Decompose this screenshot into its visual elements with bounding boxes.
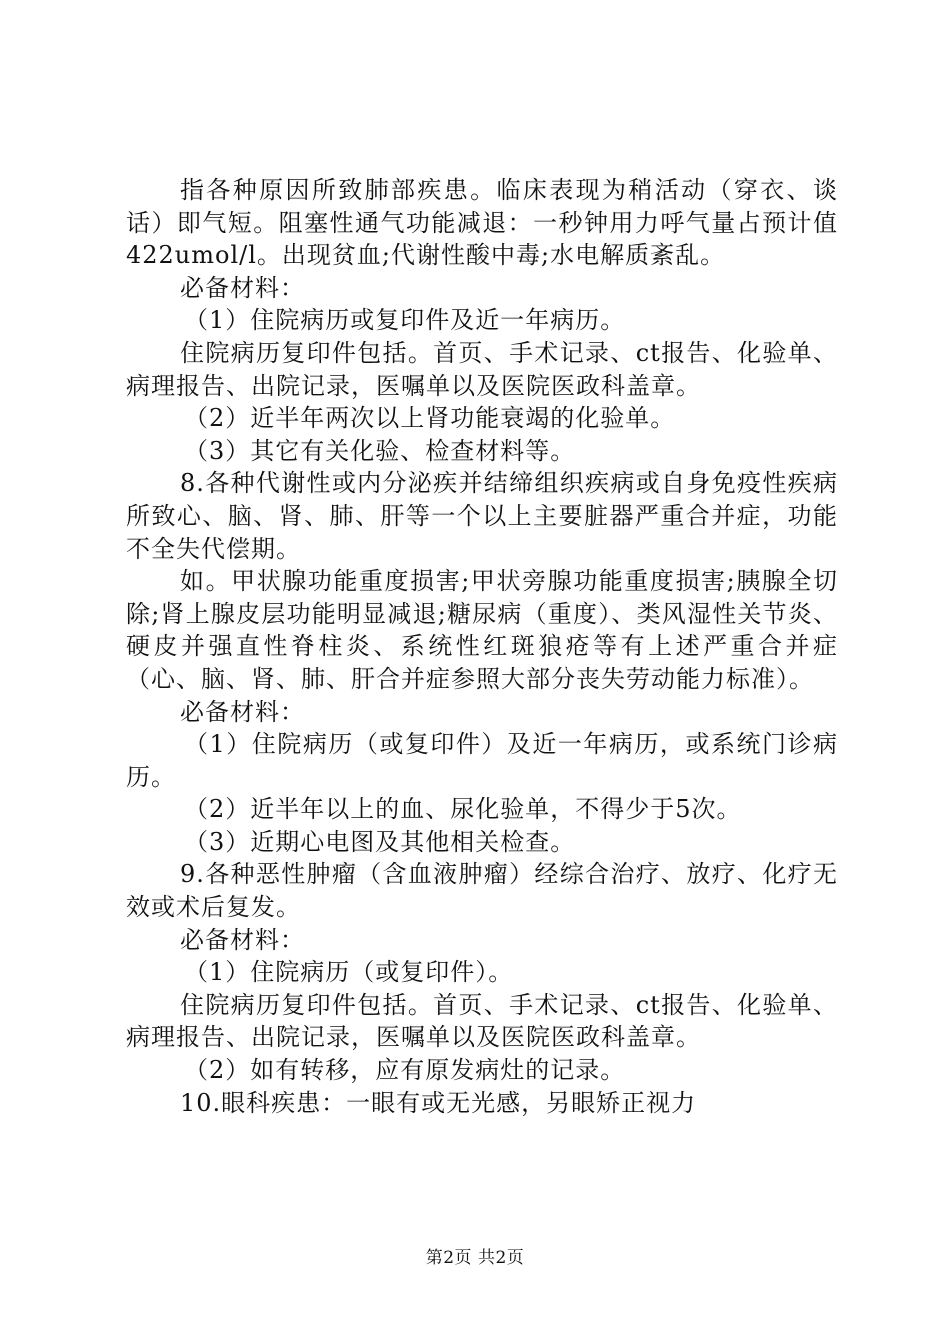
paragraph: （2）近半年两次以上肾功能衰竭的化验单。 bbox=[184, 404, 676, 433]
paragraph: 必备材料： bbox=[180, 273, 305, 302]
document-body bbox=[126, 174, 838, 1119]
paragraph: （1）住院病历或复印件及近一年病历。 bbox=[184, 306, 626, 335]
paragraph: 必备材料： bbox=[180, 697, 305, 726]
paragraph: 10.眼科疾患：一眼有或无光感，另眼矫正视力 bbox=[180, 1088, 697, 1117]
paragraph: （2）近半年以上的血、尿化验单，不得少于5次。 bbox=[184, 795, 742, 824]
paragraph: 住院病历复印件包括。首页、手术记录、ct报告、化验单、病理报告、出院记录，医嘱单以及医院医政科盖章。 bbox=[126, 338, 838, 400]
paragraph: 指各种原因所致肺部疾患。临床表现为稍活动（穿衣、谈话）即气短。阻塞性通气功能减退：一秒钟用力呼气量占预计值422umol/l。出现贫血;代谢性酸中毒;水电解质紊乱。 bbox=[126, 176, 838, 270]
paragraph: 必备材料： bbox=[180, 925, 305, 954]
paragraph: （2）如有转移，应有原发病灶的记录。 bbox=[184, 1056, 626, 1085]
paragraph: （1）住院病历（或复印件）。 bbox=[184, 958, 514, 987]
page-number-footer: 第2页 共2页 bbox=[425, 1248, 525, 1268]
paragraph: （3）其它有关化验、检查材料等。 bbox=[184, 436, 576, 465]
paragraph: （3）近期心电图及其他相关检查。 bbox=[184, 827, 576, 856]
paragraph: 9.各种恶性肿瘤（含血液肿瘤）经综合治疗、放疗、化疗无效或术后复发。 bbox=[126, 860, 838, 922]
paragraph: 如。甲状腺功能重度损害;甲状旁腺功能重度损害;胰腺全切除;肾上腺皮层功能明显减退;糖尿病（重度）、类风湿性关节炎、硬皮并强直性脊柱炎、系统性红斑狼疮等有上述严重合并症（心、脑、肾、肺、肝合并症参照大部分丧失劳动能力标准）。 bbox=[126, 567, 838, 693]
paragraph: 住院病历复印件包括。首页、手术记录、ct报告、化验单、病理报告、出院记录，医嘱单以及医院医政科盖章。 bbox=[126, 990, 838, 1052]
paragraph: 8.各种代谢性或内分泌疾并结缔组织疾病或自身免疫性疾病所致心、脑、肾、肺、肝等一个以上主要脏器严重合并症，功能不全失代偿期。 bbox=[126, 469, 838, 563]
paragraph: （1）住院病历（或复印件）及近一年病历，或系统门诊病历。 bbox=[126, 730, 838, 791]
